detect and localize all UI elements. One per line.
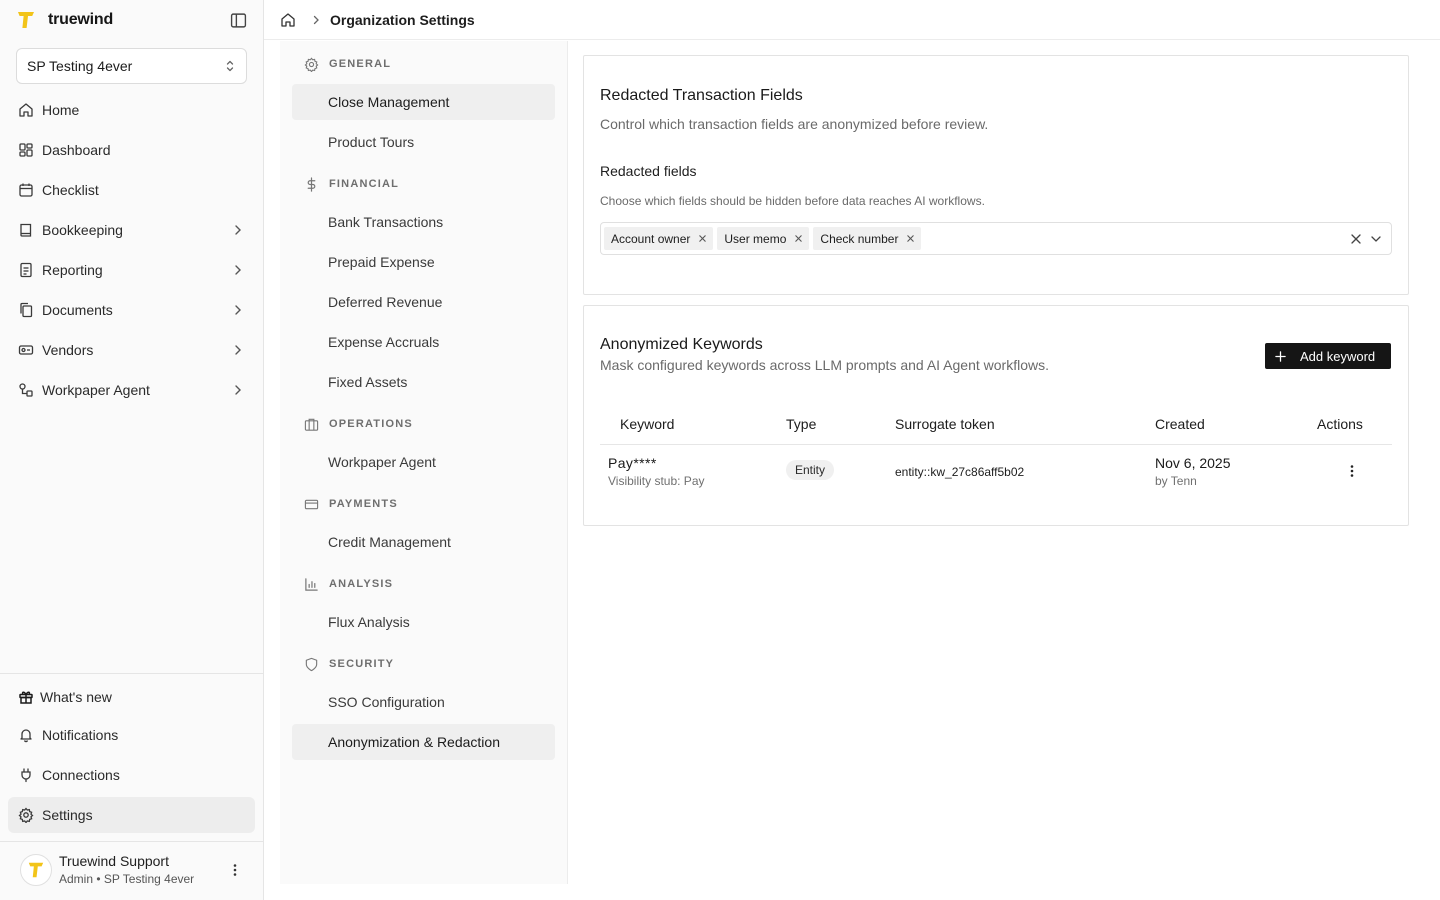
user-info xyxy=(59,853,227,886)
sidebar-item-reporting[interactable] xyxy=(8,252,255,288)
chevron-right-icon xyxy=(231,343,245,357)
chevron-right-icon xyxy=(231,383,245,397)
settings-nav xyxy=(280,41,568,884)
row-actions-menu-icon[interactable] xyxy=(1344,463,1360,479)
column-header-created[interactable]: Created xyxy=(1155,416,1205,432)
settings-item-prepaid-expense[interactable]: Prepaid Expense xyxy=(328,254,435,270)
field-label: Redacted fields xyxy=(600,163,697,179)
visibility-stub: Visibility stub: Pay xyxy=(608,474,705,488)
sidebar-divider xyxy=(0,673,263,674)
chevron-right-icon xyxy=(310,14,322,26)
keyword-cell xyxy=(608,455,705,488)
settings-item-anonymization-redaction[interactable]: Anonymization & Redaction xyxy=(292,724,555,760)
settings-section-payments xyxy=(304,496,398,512)
created-cell xyxy=(1155,455,1231,488)
remove-chip-icon[interactable] xyxy=(906,234,915,243)
calendar-check-icon xyxy=(18,182,34,198)
chip-label: Check number xyxy=(820,231,899,246)
keyword-value: Pay**** xyxy=(608,455,657,471)
sidebar-item-label: Vendors xyxy=(42,342,94,358)
organization-select[interactable] xyxy=(16,48,247,84)
surrogate-token: entity::kw_27c86aff5b02 xyxy=(895,465,1025,479)
sidebar-item-bookkeeping[interactable] xyxy=(8,212,255,248)
settings-item-expense-accruals[interactable]: Expense Accruals xyxy=(328,334,440,350)
book-icon xyxy=(18,222,34,238)
chip-account-owner xyxy=(604,227,713,250)
brand-name: truewind xyxy=(48,11,114,28)
sidebar-item-settings[interactable] xyxy=(8,797,255,833)
plus-icon xyxy=(1275,351,1286,362)
settings-item-close-management[interactable]: Close Management xyxy=(292,84,555,120)
truewind-logo-icon xyxy=(27,861,45,879)
gear-icon xyxy=(304,57,319,72)
chevron-right-icon xyxy=(231,263,245,277)
home-icon xyxy=(18,102,34,118)
chip-label: Account owner xyxy=(611,231,691,246)
workflow-shapes-icon xyxy=(18,382,34,398)
avatar xyxy=(20,854,52,886)
sidebar-item-label: Reporting xyxy=(42,262,103,278)
home-icon[interactable] xyxy=(280,12,296,28)
settings-section-operations xyxy=(304,416,413,432)
sidebar-item-checklist[interactable] xyxy=(8,172,255,208)
sidebar-item-whats-new[interactable] xyxy=(8,679,255,715)
plug-icon xyxy=(18,767,34,783)
chip-check-number xyxy=(813,227,921,250)
sidebar-item-vendors[interactable] xyxy=(8,332,255,368)
chevron-down-icon[interactable] xyxy=(1370,233,1382,245)
table-row xyxy=(600,445,1392,501)
sidebar-item-label: Home xyxy=(42,102,80,118)
settings-section-label: PAYMENTS xyxy=(329,498,398,510)
settings-section-label: SECURITY xyxy=(329,658,395,670)
sidebar-item-label: Checklist xyxy=(42,182,99,198)
card-description: Control which transaction fields are anonymized before review. xyxy=(600,116,989,132)
add-keyword-label: Add keyword xyxy=(1300,348,1376,364)
sidebar-item-notifications[interactable] xyxy=(8,717,255,753)
settings-item-fixed-assets[interactable]: Fixed Assets xyxy=(328,374,408,390)
chip-user-memo xyxy=(717,227,809,250)
settings-section-label: GENERAL xyxy=(329,58,392,70)
user-name: Truewind Support xyxy=(59,853,169,870)
chevrons-up-down-icon xyxy=(224,59,236,73)
report-document-icon xyxy=(18,262,34,278)
settings-item-deferred-revenue[interactable]: Deferred Revenue xyxy=(328,294,443,310)
sidebar-item-label: Dashboard xyxy=(42,142,111,158)
type-cell xyxy=(786,461,834,477)
user-profile[interactable] xyxy=(8,848,255,892)
gift-icon xyxy=(18,689,34,705)
sidebar-item-label: Documents xyxy=(42,302,113,318)
remove-chip-icon[interactable] xyxy=(794,234,803,243)
sidebar-item-documents[interactable] xyxy=(8,292,255,328)
chevron-right-icon xyxy=(231,303,245,317)
vendor-card-icon xyxy=(18,342,34,358)
type-badge: Entity xyxy=(786,460,834,480)
redacted-fields-card xyxy=(583,55,1409,295)
credit-card-icon xyxy=(304,497,319,512)
settings-section-label: FINANCIAL xyxy=(329,178,400,190)
sidebar-toggle-icon[interactable] xyxy=(230,12,247,29)
dollar-icon xyxy=(304,177,319,192)
sidebar-item-label: Bookkeeping xyxy=(42,222,123,238)
remove-chip-icon[interactable] xyxy=(698,234,707,243)
clear-selection-icon[interactable] xyxy=(1350,233,1362,245)
column-header-keyword[interactable]: Keyword xyxy=(620,416,675,432)
sidebar-item-connections[interactable] xyxy=(8,757,255,793)
card-description: Mask configured keywords across LLM prompts and AI Agent workflows. xyxy=(600,357,1049,373)
redacted-fields-multiselect[interactable] xyxy=(600,222,1392,255)
page-title: Organization Settings xyxy=(330,11,475,28)
building-icon xyxy=(304,417,319,432)
chevron-right-icon xyxy=(231,223,245,237)
keywords-table xyxy=(600,405,1392,501)
column-header-surrogate-token[interactable]: Surrogate token xyxy=(895,416,995,432)
settings-section-general xyxy=(304,56,391,72)
breadcrumb xyxy=(264,0,1440,40)
documents-copy-icon xyxy=(18,302,34,318)
sidebar-item-dashboard[interactable] xyxy=(8,132,255,168)
field-help-text: Choose which fields should be hidden before data reaches AI workflows. xyxy=(600,194,985,208)
settings-item-flux-analysis[interactable]: Flux Analysis xyxy=(328,614,410,630)
sidebar-item-home[interactable] xyxy=(8,92,255,128)
card-title: Redacted Transaction Fields xyxy=(600,87,803,104)
chip-label: User memo xyxy=(724,231,787,246)
settings-item-bank-transactions[interactable]: Bank Transactions xyxy=(328,214,444,230)
brand[interactable] xyxy=(16,8,113,32)
anonymized-keywords-card xyxy=(583,305,1409,526)
created-by: by Tenn xyxy=(1155,474,1197,488)
settings-item-workpaper-agent[interactable]: Workpaper Agent xyxy=(328,454,436,470)
sidebar-item-label: Settings xyxy=(42,807,93,823)
settings-section-analysis xyxy=(304,576,393,592)
gear-icon xyxy=(18,807,34,823)
more-vertical-icon[interactable] xyxy=(227,862,243,878)
settings-item-credit-management[interactable]: Credit Management xyxy=(328,534,451,550)
add-keyword-button[interactable] xyxy=(1265,343,1391,369)
user-role: Admin • SP Testing 4ever xyxy=(59,872,195,887)
card-title: Anonymized Keywords xyxy=(600,336,763,353)
settings-item-sso-configuration[interactable]: SSO Configuration xyxy=(328,694,445,710)
column-header-type[interactable]: Type xyxy=(786,416,817,432)
settings-item-product-tours[interactable]: Product Tours xyxy=(328,134,415,150)
main-content xyxy=(568,41,1424,884)
bell-icon xyxy=(18,727,34,743)
settings-section-financial xyxy=(304,176,399,192)
shield-icon xyxy=(304,657,319,672)
sidebar-item-label: Workpaper Agent xyxy=(42,382,150,398)
sidebar-item-workpaper-agent[interactable] xyxy=(8,372,255,408)
dashboard-grid-icon xyxy=(18,142,34,158)
bar-chart-icon xyxy=(304,577,319,592)
sidebar-item-label: What's new xyxy=(40,689,112,705)
column-header-actions: Actions xyxy=(1317,416,1363,432)
table-header xyxy=(600,405,1392,445)
organization-select-value: SP Testing 4ever xyxy=(27,58,133,74)
app-sidebar xyxy=(0,0,264,900)
settings-section-security xyxy=(304,656,394,672)
sidebar-divider xyxy=(0,841,263,842)
created-date: Nov 6, 2025 xyxy=(1155,455,1231,471)
truewind-logo-icon xyxy=(16,10,36,30)
sidebar-item-label: Notifications xyxy=(42,727,119,743)
settings-section-label: OPERATIONS xyxy=(329,418,413,430)
settings-section-label: ANALYSIS xyxy=(329,578,394,590)
sidebar-item-label: Connections xyxy=(42,767,120,783)
